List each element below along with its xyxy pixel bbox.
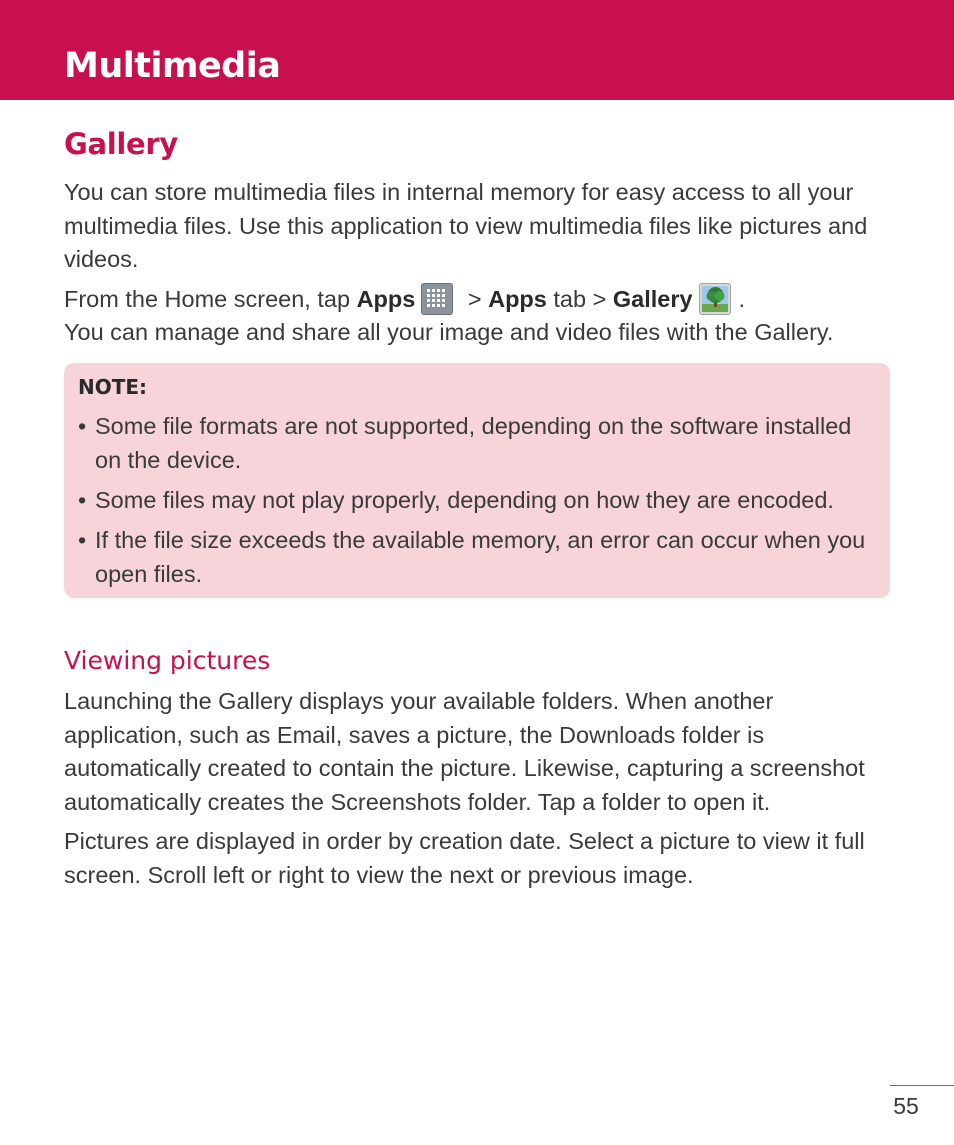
viewing-pictures-heading: Viewing pictures xyxy=(64,646,271,675)
bullet: • xyxy=(78,487,87,513)
note-item-text: Some file formats are not supported, depending on the software installed on the device. xyxy=(95,413,852,473)
note-item xyxy=(78,523,878,591)
section-title: Gallery xyxy=(64,127,179,161)
note-item-text: Some files may not play properly, depending on how they are encoded. xyxy=(95,487,834,513)
page-number: 55 xyxy=(893,1093,919,1119)
bullet: • xyxy=(78,527,87,553)
path-tab-text: tab > xyxy=(546,286,613,312)
note-item xyxy=(78,483,878,517)
gallery-label: Gallery xyxy=(612,286,693,312)
path-separator: > xyxy=(461,286,489,312)
chapter-title: Multimedia xyxy=(64,46,281,86)
footer-divider xyxy=(890,1085,954,1086)
note-list xyxy=(78,409,878,597)
gallery-tree-icon xyxy=(699,283,731,315)
apps-tab-label: Apps xyxy=(488,286,547,312)
navigation-path xyxy=(64,283,894,317)
order-paragraph: Pictures are displayed in order by creation date. Select a picture to view it full screen. Scroll left or right to view the next or previous image. xyxy=(64,828,865,888)
path-prefix: From the Home screen, tap xyxy=(64,286,357,312)
path-end: . xyxy=(738,286,746,312)
note-item-text: If the file size exceeds the available memory, an error can occur when you open files. xyxy=(95,527,866,587)
manage-paragraph: You can manage and share all your image and video files with the Gallery. xyxy=(64,319,834,345)
note-item xyxy=(78,409,878,477)
intro-paragraph: You can store multimedia files in internal memory for easy access to all your multimedia files. Use this application to view multimedia files like pictures and videos. xyxy=(64,179,868,272)
bullet: • xyxy=(78,413,87,439)
apps-label: Apps xyxy=(356,286,416,312)
apps-grid-icon xyxy=(421,283,453,315)
launch-paragraph: Launching the Gallery displays your available folders. When another application, such as Email, saves a picture, the Downloads folder is automatically created to contain the picture. Likewise, capturing a screenshot automatically creates the Screenshots folder. Tap a folder to open it. xyxy=(64,688,865,815)
note-label: NOTE: xyxy=(78,375,148,399)
